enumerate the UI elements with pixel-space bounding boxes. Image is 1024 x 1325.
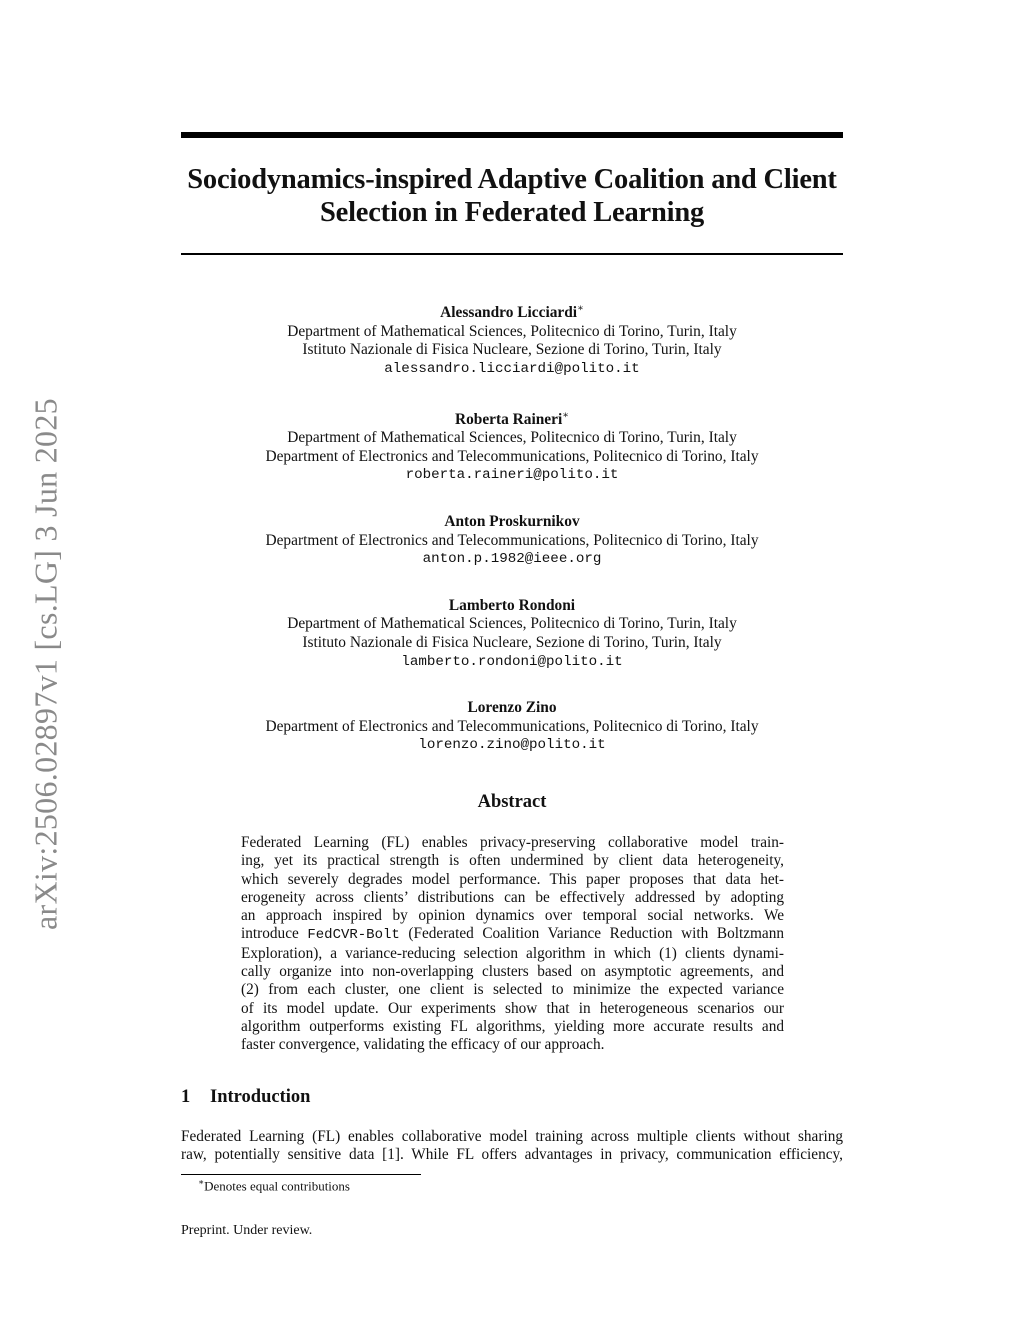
author-entry [150, 513, 874, 569]
footnote-text: Denotes equal contributions [204, 1178, 350, 1194]
intro-line: Federated Learning (FL) enables collaborative model training across multiple clients without sharing [181, 1128, 843, 1145]
author-block [150, 300, 874, 783]
author-affiliation: Istituto Nazionale di Fisica Nucleare, Sezione di Torino, Turin, Italy [302, 633, 722, 651]
intro-line: raw, potentially sensitive data [1]. While FL offers advantages in privacy, communication efficiency, [181, 1146, 843, 1164]
author-email: lorenzo.zino@polito.it [418, 737, 606, 754]
abstract-line: erogeneity across clients’ distributions can be effectively addressed by adopting [241, 888, 784, 906]
author-entry [150, 300, 874, 379]
author-affiliation: Department of Electronics and Telecommunications, Politecnico di Torino, Italy [265, 717, 759, 735]
abstract-line: algorithm outperforms existing FL algorithms, yielding more accurate results and [241, 1017, 784, 1035]
abstract-line: Exploration), a variance-reducing selection algorithm in which (1) clients dynami- [241, 944, 784, 962]
section-number: 1 [181, 1087, 191, 1107]
footnote [198, 1177, 350, 1194]
author-affiliation: Department of Electronics and Telecommunications, Politecnico di Torino, Italy [265, 447, 759, 465]
abstract-line: ing, yet its practical strength is often undermined by client data heterogeneity, [241, 852, 784, 870]
author-entry [150, 597, 874, 671]
preprint-note: Preprint. Under review. [181, 1223, 313, 1238]
author-name: Lorenzo Zino [467, 699, 557, 717]
title-top-rule [181, 132, 843, 138]
abstract-line: faster convergence, validating the efficacy of our approach. [241, 1036, 605, 1054]
abstract-heading: Abstract [477, 792, 547, 812]
abstract-line: (2) from each cluster, one client is selected to minimize the expected variance [241, 981, 784, 999]
title-bottom-rule [181, 253, 843, 255]
author-email: anton.p.1982@ieee.org [422, 551, 602, 568]
abstract-line: which severely degrades model performance. This paper proposes that data het- [241, 870, 784, 888]
author-affiliation: Department of Mathematical Sciences, Politecnico di Torino, Turin, Italy [287, 322, 737, 340]
section-title: Introduction [210, 1087, 311, 1107]
abstract-line: an approach inspired by opinion dynamics over temporal social networks. We [241, 907, 784, 925]
author-name: Alessandro Licciardi∗ [440, 303, 584, 322]
title-line: Sociodynamics-inspired Adaptive Coalition and Client [187, 164, 837, 195]
author-name: Anton Proskurnikov [444, 513, 580, 530]
section-heading [181, 1087, 310, 1108]
intro-paragraph [181, 1128, 843, 1165]
abstract-line: cally organize into non-overlapping clusters based on asymptotic agreements, and [241, 963, 784, 981]
algorithm-name: FedCVR-Bolt [307, 927, 400, 944]
footnote-rule [181, 1174, 421, 1175]
paper-title [150, 163, 874, 229]
arxiv-stamp: arXiv:2506.02897v1 [cs.LG] 3 Jun 2025 [27, 398, 64, 930]
author-affiliation: Department of Mathematical Sciences, Politecnico di Torino, Turin, Italy [287, 429, 737, 447]
author-affiliation: Department of Mathematical Sciences, Politecnico di Torino, Turin, Italy [287, 615, 737, 633]
equal-contribution-mark: ∗ [562, 409, 570, 421]
author-email: alessandro.licciardi@polito.it [384, 360, 640, 377]
abstract-line: introduce FedCVR-Bolt (Federated Coalition Variance Reduction with Boltzmann [241, 925, 784, 944]
equal-contribution-mark: ∗ [577, 303, 584, 314]
author-affiliation: Istituto Nazionale di Fisica Nucleare, Sezione di Torino, Turin, Italy [302, 341, 722, 359]
author-entry [150, 699, 874, 755]
title-line: Selection in Federated Learning [319, 197, 705, 228]
footnote-mark: ∗ [198, 1177, 205, 1187]
abstract-line: of its model update. Our experiments show that in heterogeneous scenarios our [241, 999, 784, 1017]
author-affiliation: Department of Electronics and Telecommunications, Politecnico di Torino, Italy [265, 531, 759, 549]
author-email: roberta.raineri@polito.it [405, 467, 619, 484]
author-name: Roberta Raineri∗ [454, 409, 570, 428]
abstract-text [241, 834, 784, 1055]
abstract-line: Federated Learning (FL) enables privacy-preserving collaborative model train- [241, 834, 784, 851]
author-email: lamberto.rondoni@polito.it [401, 653, 623, 670]
author-name: Lamberto Rondoni [448, 596, 576, 614]
author-entry [150, 407, 874, 486]
